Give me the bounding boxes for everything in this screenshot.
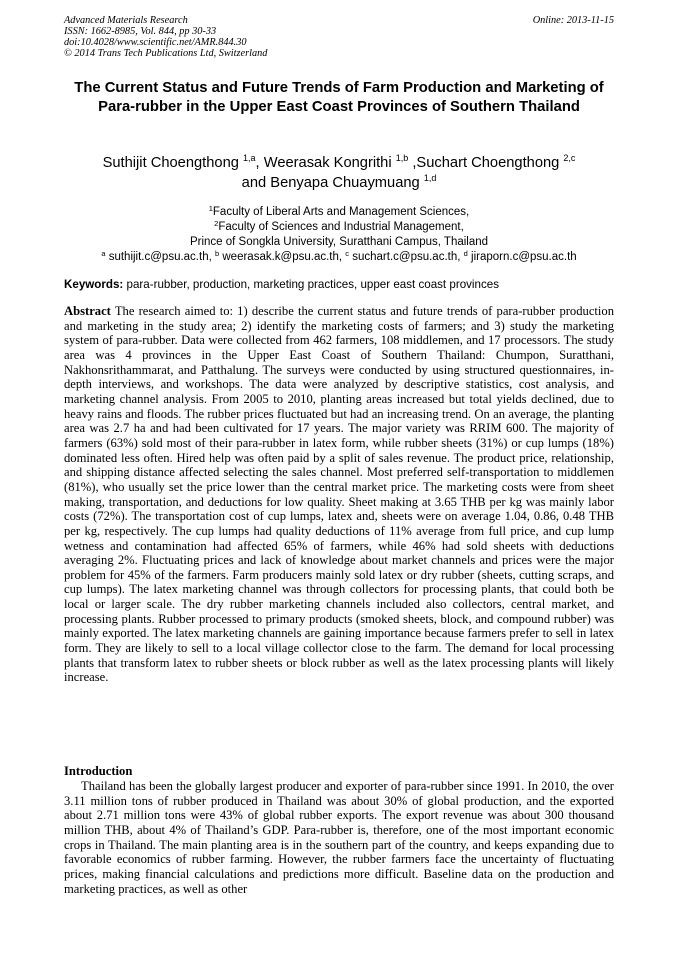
author-affiliation-mark: 1,a	[243, 153, 256, 163]
introduction-text: Thailand has been the globally largest producer and exporter of para-rubber since 1991. In 2010, the over 3.11 million tons of rubber produced in Thailand was about 30% of global production, and the exported about 2.71 million tons were 43% of global rubber exports. The export revenue was about 300 thousand million THB, about 4% of Thailand’s GDP. Para-rubber is, therefore, one of the most important economic crops in Thailand. The main planting area is in the southern part of the country, and keeps expanding due to favorable economics of rubber farming. However, the rubber farmers face the uncertainty of fluctuating prices, making financial calculations and predictions more difficult. Baseline data on the production and marketing practices, as well as other	[64, 779, 614, 896]
journal-name: Advanced Materials Research	[64, 15, 188, 26]
online-date: Online: 2013-11-15	[532, 15, 614, 26]
email-address: suthijit.c@psu.ac.th,	[108, 251, 212, 263]
author-conjunction: and	[241, 175, 267, 191]
keywords-text: para-rubber, production, marketing practices, upper east coast provinces	[126, 278, 499, 291]
author-affiliation-mark: 1,b	[395, 153, 409, 163]
issn-line: ISSN: 1662-8985, Vol. 844, pp 30-33	[64, 26, 217, 37]
keywords	[64, 277, 614, 292]
email-address: weerasak.k@psu.ac.th,	[222, 251, 343, 263]
author-name: Weerasak Kongrithi	[263, 155, 392, 171]
affiliation-line: $^2$Faculty of Sciences and Industrial Management,	[214, 219, 464, 233]
journal-header	[64, 15, 267, 59]
email-address: suchart.c@psu.ac.th,	[352, 251, 461, 263]
author-affiliation-mark: 2,c	[563, 153, 576, 163]
abstract	[64, 304, 614, 685]
author-name: Suchart Choengthong	[416, 155, 560, 171]
email-address: jiraporn.c@psu.ac.th	[471, 251, 577, 263]
doi-line: doi:10.4028/www.scientific.net/AMR.844.30	[64, 37, 247, 48]
abstract-text: The research aimed to: 1) describe the current status and future trends of para-rubber production and marketing in the study area; 2) identify the marketing costs of farmers; and 3) study the marketing system of para-rubber. Data were collected from 462 farmers, 108 middlemen, and 17 processors. The study area was 4 provinces in the Upper East Coast of Southern Thailand: Chumpon, Suratthani, Nakhonsrithammarat, and Patthalung. The surveys were conducted by using structured questionnaires, in-depth interviews, and workshops. The data were analyzed by descriptive statistics, cost analysis, and marketing channel analysis. From 2005 to 2010, planting areas increased but total yields declined, due to heavy rains and floods. The rubber prices fluctuated but had an increasing trend. On an average, the planting area was 2.7 ha and had been cultivated for 17 years. The major variety was RRIM 600. The majority of farmers (63%) sold most of their para-rubber in latex form, while rubber sheets (31%) or cup lumps (18%) dominated less often. Hired help was often paid by a split of sales revenue. The product price, relationship, and shipping distance affected selecting the sales channel. Most preferred self-transportation to middlemen (81%), who usually set the price lower than the central market price. The marketing costs were from sheet making, transportation, and deductions for low quality. Sheet making at 3.65 THB per kg was mainly labor costs (72%). The transportation cost of cup lumps, latex and, sheets were on average 1.04, 0.86, 0.48 THB per kg, respectively. The cup lumps had quality deductions of 11% average from full price, and cup lump wetness and contamination had affected 65% of farmers, while 46% had sold sheets with deductions averaging 2%. Fluctuating prices and lack of knowledge about market channels and prices were the major problem for 45% of the farmers. Farm producers mainly sold latex or dry rubber (sheets, cutting scraps, and cup lumps). The latex marketing channel was through collectors for processing plants, that could both be local or larger scale. The dry rubber marketing channels included also collectors, central market, and processing plants. Rubber processed to primary products (smoked sheets, block, and compound rubber) was mainly exported. The latex marketing channels are gaining importance because farmers prefer to sell in latex form. They are likely to sell to a local village collector close to the farm. The demand for local processing plants that transform latex to rubber sheets or block rubber as well as the latex processing plants will likely increase.	[64, 304, 615, 685]
affiliation-line: Prince of Songkla University, Suratthani Campus, Thailand	[189, 236, 489, 248]
keywords-label: Keywords:	[64, 278, 124, 291]
paper-title: The Current Status and Future Trends of Farm Production and Marketing of Para-rubber in the Upper East Coast Provinces of Southern Thailand	[74, 80, 604, 115]
copyright-line: © 2014 Trans Tech Publications Ltd, Switzerland	[64, 48, 268, 59]
author-list: Suthijit Choengthong $^{1,a}$, Weerasak Kongrithi $^{1,b}$ ,Suchart Choengthong $^{2,c}$ and Benyapa Chuaymuang $^{1,d}$	[102, 153, 576, 191]
abstract-label: Abstract	[64, 304, 111, 318]
affiliation-line: $^1$Faculty of Liberal Arts and Management Sciences,	[208, 204, 470, 218]
affiliations	[64, 205, 614, 265]
introduction-heading: Introduction	[64, 764, 133, 778]
author-name: Benyapa Chuaymuang	[270, 175, 420, 191]
email-line: $^a$ suthijit.c@psu.ac.th, $^b$ weerasak.k@psu.ac.th, $^c$ suchart.c@psu.ac.th, $^d$ jiraporn.c@psu.ac.th	[101, 249, 577, 263]
author-affiliation-mark: 1,d	[423, 173, 437, 183]
author-name: Suthijit Choengthong	[102, 155, 239, 171]
